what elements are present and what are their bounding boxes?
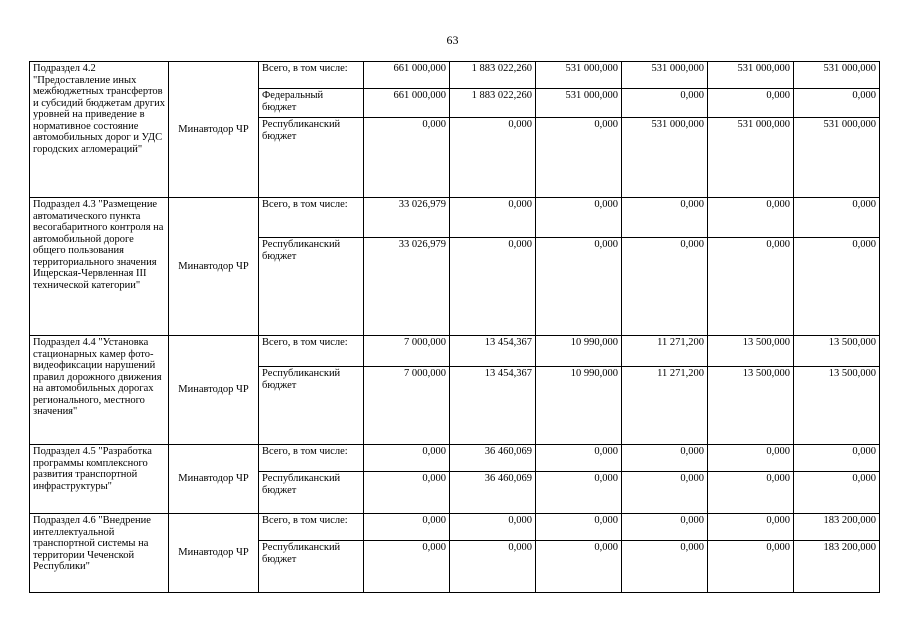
source-cell: Федеральный бюджет [259, 89, 364, 118]
table-row [30, 514, 880, 541]
source-cell: Республиканский бюджет [259, 541, 364, 593]
value-cell: 0,000 [708, 514, 794, 541]
source-cell: Всего, в том числе: [259, 445, 364, 472]
value-cell: 0,000 [536, 514, 622, 541]
value-cell: 183 200,000 [794, 541, 880, 593]
source-cell: Всего, в том числе: [259, 62, 364, 89]
value-cell: 531 000,000 [622, 62, 708, 89]
value-cell: 0,000 [536, 238, 622, 336]
executor-cell: Минавтодор ЧР [169, 336, 259, 445]
page-number: 63 [446, 33, 459, 47]
value-cell: 1 883 022,260 [450, 62, 536, 89]
section-name: Подраздел 4.2 "Предоставление иных межбюджетных трансфертов и субсидий бюджетам других уровней на приведение в нормативное состояние автомобильных дорог и УДС городских агломераций" [30, 62, 169, 198]
source-cell: Республиканский бюджет [259, 367, 364, 445]
value-cell: 531 000,000 [536, 62, 622, 89]
value-cell: 0,000 [450, 198, 536, 238]
value-cell: 0,000 [450, 514, 536, 541]
executor-cell: Минавтодор ЧР [169, 198, 259, 336]
value-cell: 11 271,200 [622, 336, 708, 367]
value-cell: 0,000 [708, 89, 794, 118]
source-cell: Республиканский бюджет [259, 238, 364, 336]
value-cell: 0,000 [364, 445, 450, 472]
value-cell: 0,000 [708, 198, 794, 238]
value-cell: 0,000 [364, 541, 450, 593]
value-cell: 1 883 022,260 [450, 89, 536, 118]
value-cell: 0,000 [794, 238, 880, 336]
value-cell: 0,000 [708, 445, 794, 472]
value-cell: 0,000 [794, 89, 880, 118]
value-cell: 13 500,000 [794, 367, 880, 445]
table-row [30, 62, 880, 89]
source-cell: Республиканский бюджет [259, 472, 364, 514]
value-cell: 33 026,979 [364, 238, 450, 336]
value-cell: 13 500,000 [708, 336, 794, 367]
value-cell: 11 271,200 [622, 367, 708, 445]
section-name: Подраздел 4.3 "Размещение автоматического пункта весогабаритного контроля на автомобильной дороге общего пользования территориального значения Ищерская-Червленная III технической категории" [30, 198, 169, 336]
value-cell: 0,000 [794, 472, 880, 514]
value-cell: 531 000,000 [794, 62, 880, 89]
value-cell: 0,000 [364, 118, 450, 198]
value-cell: 0,000 [536, 541, 622, 593]
source-cell: Всего, в том числе: [259, 514, 364, 541]
value-cell: 0,000 [622, 89, 708, 118]
value-cell: 10 990,000 [536, 367, 622, 445]
value-cell: 13 454,367 [450, 336, 536, 367]
value-cell: 0,000 [622, 472, 708, 514]
executor-cell: Минавтодор ЧР [169, 514, 259, 593]
value-cell: 531 000,000 [622, 118, 708, 198]
value-cell: 0,000 [536, 472, 622, 514]
value-cell: 0,000 [536, 118, 622, 198]
executor-cell: Минавтодор ЧР [169, 445, 259, 514]
value-cell: 0,000 [364, 514, 450, 541]
value-cell: 0,000 [708, 472, 794, 514]
value-cell: 531 000,000 [794, 118, 880, 198]
source-cell: Всего, в том числе: [259, 198, 364, 238]
value-cell: 183 200,000 [794, 514, 880, 541]
value-cell: 0,000 [622, 238, 708, 336]
value-cell: 0,000 [622, 514, 708, 541]
value-cell: 7 000,000 [364, 367, 450, 445]
value-cell: 13 454,367 [450, 367, 536, 445]
value-cell: 10 990,000 [536, 336, 622, 367]
value-cell: 531 000,000 [708, 62, 794, 89]
section-name: Подраздел 4.4 "Установка стационарных камер фото-видеофиксации нарушений правил дорожного движения на автомобильных дорогах регионального, местного значения" [30, 336, 169, 445]
value-cell: 661 000,000 [364, 89, 450, 118]
section-name: Подраздел 4.5 "Разработка программы комплексного развития транспортной инфраструктуры" [30, 445, 169, 514]
value-cell: 0,000 [364, 472, 450, 514]
value-cell: 0,000 [450, 541, 536, 593]
value-cell: 33 026,979 [364, 198, 450, 238]
section-name: Подраздел 4.6 "Внедрение интеллектуальной транспортной системы на территории Чеченской Республики" [30, 514, 169, 593]
value-cell: 0,000 [622, 445, 708, 472]
value-cell: 13 500,000 [708, 367, 794, 445]
value-cell: 0,000 [794, 445, 880, 472]
value-cell: 0,000 [622, 541, 708, 593]
value-cell: 0,000 [536, 445, 622, 472]
value-cell: 13 500,000 [794, 336, 880, 367]
value-cell: 0,000 [708, 238, 794, 336]
executor-cell: Минавтодор ЧР [169, 62, 259, 198]
value-cell: 531 000,000 [536, 89, 622, 118]
value-cell: 0,000 [794, 198, 880, 238]
value-cell: 661 000,000 [364, 62, 450, 89]
table-row [30, 336, 880, 367]
value-cell: 7 000,000 [364, 336, 450, 367]
table-row [30, 445, 880, 472]
budget-table [29, 61, 880, 593]
value-cell: 0,000 [708, 541, 794, 593]
value-cell: 531 000,000 [708, 118, 794, 198]
source-cell: Всего, в том числе: [259, 336, 364, 367]
value-cell: 0,000 [622, 198, 708, 238]
table-row [30, 198, 880, 238]
value-cell: 36 460,069 [450, 472, 536, 514]
value-cell: 0,000 [450, 118, 536, 198]
value-cell: 36 460,069 [450, 445, 536, 472]
value-cell: 0,000 [536, 198, 622, 238]
source-cell: Республиканский бюджет [259, 118, 364, 198]
value-cell: 0,000 [450, 238, 536, 336]
